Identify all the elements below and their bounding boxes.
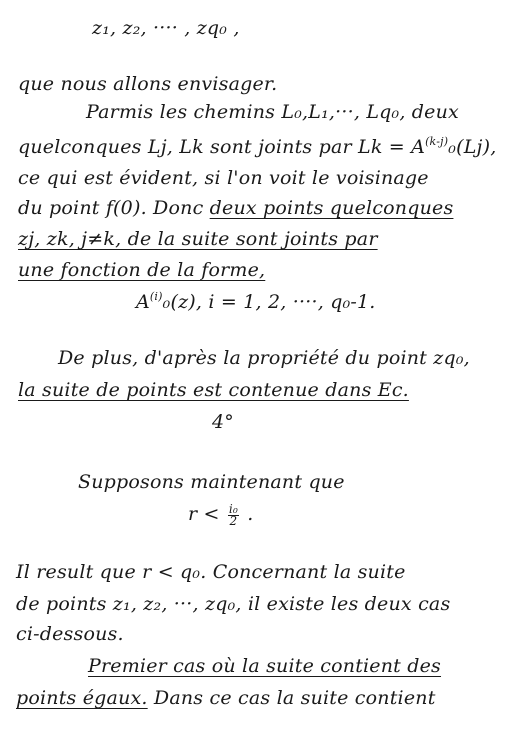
underlined-line: zj, zk, j≠k, de la suite sont joints par bbox=[18, 228, 378, 250]
fraction bbox=[228, 501, 239, 528]
fraction-denominator: 2 bbox=[229, 513, 238, 528]
text-line: Parmis les chemins L₀,L₁,···, Lq₀, deux bbox=[86, 101, 459, 123]
superscript: (i) bbox=[149, 290, 163, 303]
formula-text: . bbox=[247, 503, 254, 525]
underlined-text: points égaux. bbox=[16, 687, 148, 709]
subscript: ₀ bbox=[448, 136, 457, 158]
text-fragment: du point f(0). Donc bbox=[18, 197, 210, 219]
superscript: (k-j) bbox=[425, 135, 449, 148]
formula-line bbox=[188, 502, 253, 527]
underlined-line: une fonction de la forme, bbox=[18, 259, 266, 281]
text-fragment: quelconques Lj, Lk sont joints par Lk = A bbox=[18, 136, 426, 158]
underlined-line: la suite de points est contenue dans Ec. bbox=[18, 379, 409, 401]
text-line: que nous allons envisager. bbox=[18, 73, 278, 95]
text-line: Supposons maintenant que bbox=[78, 471, 345, 493]
underlined-text: deux points quelconques bbox=[209, 197, 454, 219]
text-fragment: (Lj), bbox=[456, 136, 497, 158]
text-line bbox=[18, 135, 496, 159]
text-fragment: Dans ce cas la suite contient bbox=[147, 687, 436, 709]
text-line: De plus, d'après la propriété du point zq₀, bbox=[58, 347, 470, 369]
formula-symbol: A bbox=[136, 291, 150, 313]
text-line: de points z₁, z₂, ···, zq₀, il existe les deux cas bbox=[16, 593, 451, 615]
text-line bbox=[16, 686, 436, 710]
text-line bbox=[18, 196, 453, 220]
text-line: ci-dessous. bbox=[16, 623, 124, 645]
subscript: ₀ bbox=[162, 291, 171, 313]
sequence-line: z₁, z₂, ···· , zq₀ , bbox=[92, 17, 240, 39]
text-line: ce qui est évident, si l'on voit le voisinage bbox=[18, 167, 429, 189]
formula-text: r < bbox=[188, 503, 220, 525]
formula-line bbox=[136, 290, 376, 314]
text-line: Il result que r < q₀. Concernant la suite bbox=[16, 561, 406, 583]
fraction-numerator: i₀ bbox=[228, 501, 238, 516]
section-number: 4° bbox=[212, 411, 234, 433]
underlined-line: Premier cas où la suite contient des bbox=[88, 655, 442, 677]
formula-text: (z), i = 1, 2, ····, q₀-1. bbox=[170, 291, 376, 313]
